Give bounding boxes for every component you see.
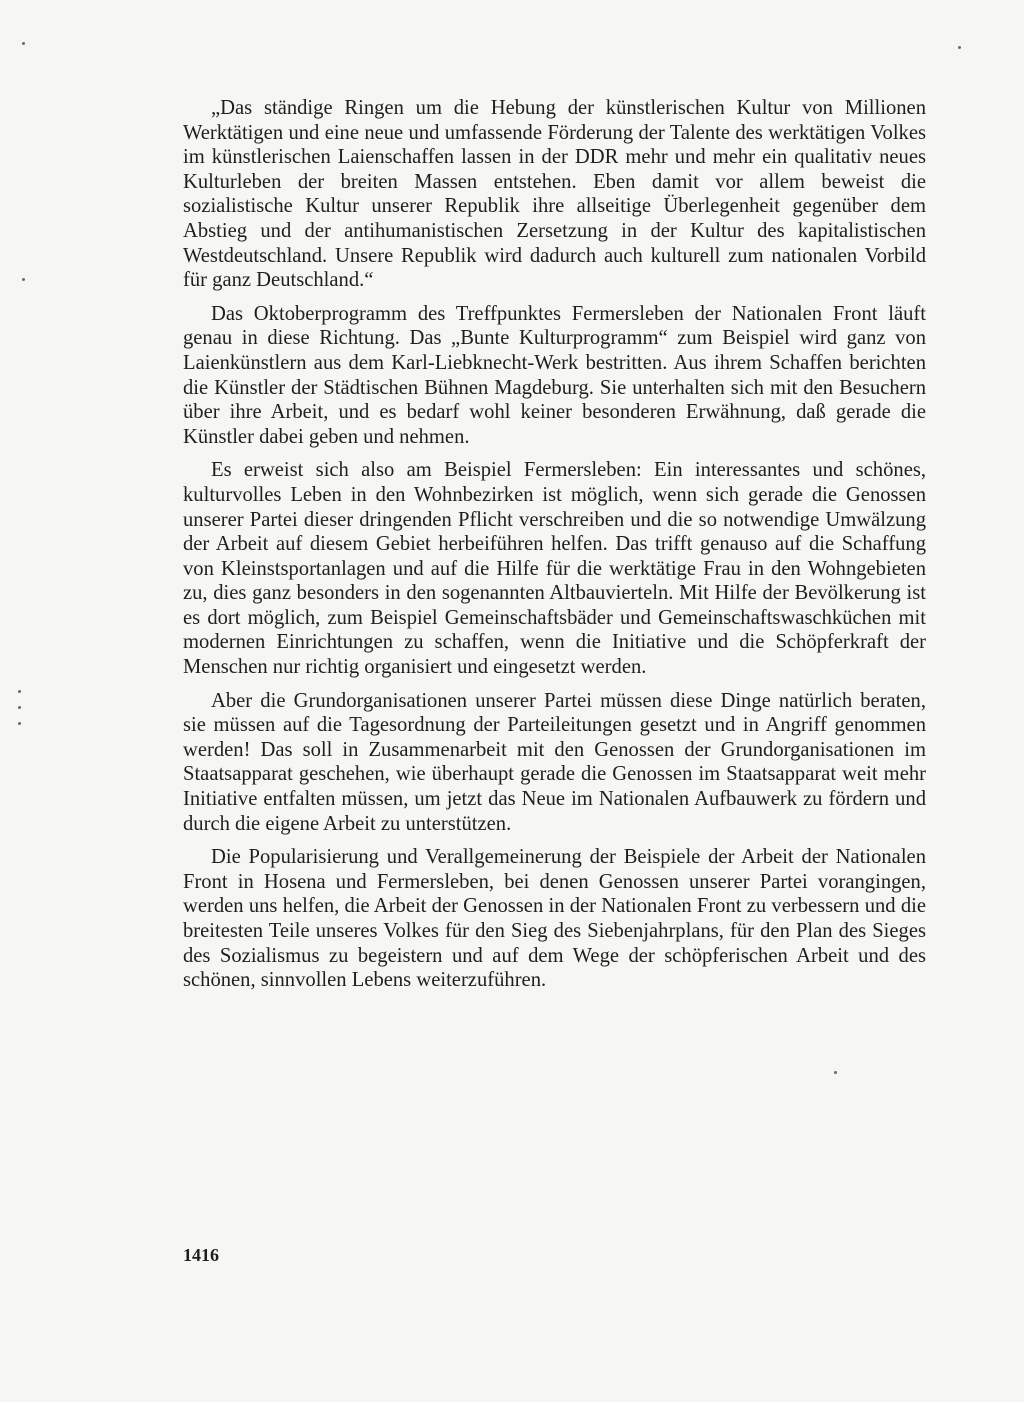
paragraph-oktoberprogramm: Das Oktoberprogramm des Treffpunktes Fermersleben der Nationalen Front läuft genau in diese Richtung. Das „Bunte Kulturprogramm“ zum Beispiel wird ganz von Laienkünstlern aus dem Karl-Liebknecht-Werk bestritten. Aus ihrem Schaffen berichten die Künstler der Städtischen Bühnen Magdeburg. Sie unterhalten sich mit den Besuchern über ihre Arbeit, und es bedarf wohl keiner besonderen Erwähnung, daß gerade die Künstler dabei geben und nehmen. — [183, 302, 926, 448]
scan-speck — [18, 690, 21, 693]
paragraph-grundorganisationen: Aber die Grundorganisationen unserer Partei müssen diese Dinge natürlich beraten, sie müssen auf die Tagesordnung der Parteileitungen gesetzt und in Angriff genommen werden! Das soll in Zusammenarbeit mit den Genossen der Grundorganisationen im Staatsapparat geschehen, wie überhaupt gerade die Genossen im Staatsapparat weit mehr Initiative entfalten müssen, um jetzt das Neue im Nationalen Aufbauwerk zu fördern und durch die eigene Arbeit zu unterstützen. — [183, 689, 926, 835]
body-text — [183, 96, 926, 993]
page-number: 1416 — [183, 1245, 219, 1265]
scan-speck — [958, 46, 961, 49]
paragraph-quote: „Das ständige Ringen um die Hebung der künstlerischen Kultur von Millionen Werktätigen und eine neue und umfassende Förderung der Talente des werktätigen Volkes im künstlerischen Laienschaffen lassen in der DDR mehr und mehr ein qualitativ neues Kulturleben der breiten Massen entstehen. Eben damit vor allem beweist die sozialistische Kultur unserer Republik ihre allseitige Überlegenheit gegenüber dem Abstieg und der antihumanistischen Zersetzung in der Kultur des kapitalistischen Westdeutschland. Unsere Republik wird dadurch auch kulturell zum nationalen Vorbild für ganz Deutschland.“ — [183, 97, 926, 292]
paragraph-popularisierung: Die Popularisierung und Verallgemeinerung der Beispiele der Arbeit der Nationalen Front in Hosena und Fermersleben, bei denen Genossen unserer Partei vorangingen, werden uns helfen, die Arbeit der Genossen in der Nationalen Front zu verbessern und die breitesten Teile unseres Volkes für den Sieg des Siebenjahrplans, für den Plan des Sieges des Sozialismus zu begeistern und auf dem Wege der schöpferischen Arbeit und des schönen, sinnvollen Lebens weiterzuführen. — [183, 846, 926, 992]
scan-speck — [834, 1071, 837, 1074]
scan-speck — [18, 722, 21, 725]
scan-speck — [22, 278, 25, 281]
scan-speck — [18, 706, 21, 709]
scan-speck — [22, 42, 25, 45]
paragraph-fermersleben: Es erweist sich also am Beispiel Fermersleben: Ein interessantes und schönes, kulturvolles Leben in den Wohnbezirken ist möglich, wenn sich gerade die Genossen unserer Partei dieser dringenden Pflicht verschreiben und die so notwendige Umwälzung der Arbeit auf diesem Gebiet herbeiführen helfen. Das trifft genauso auf die Schaffung von Kleinstsportanlagen und auf die Hilfe für die werktätige Frau in den Wohngebieten zu, dies ganz besonders in den sogenannten Altbauvierteln. Mit Hilfe der Bevölkerung ist es dort möglich, zum Beispiel Gemeinschaftsbäder und Gemeinschaftswaschküchen mit modernen Einrichtungen zu schaffen, wenn die Initiative und die Schöpferkraft der Menschen nur richtig organisiert und eingesetzt werden. — [183, 459, 926, 679]
